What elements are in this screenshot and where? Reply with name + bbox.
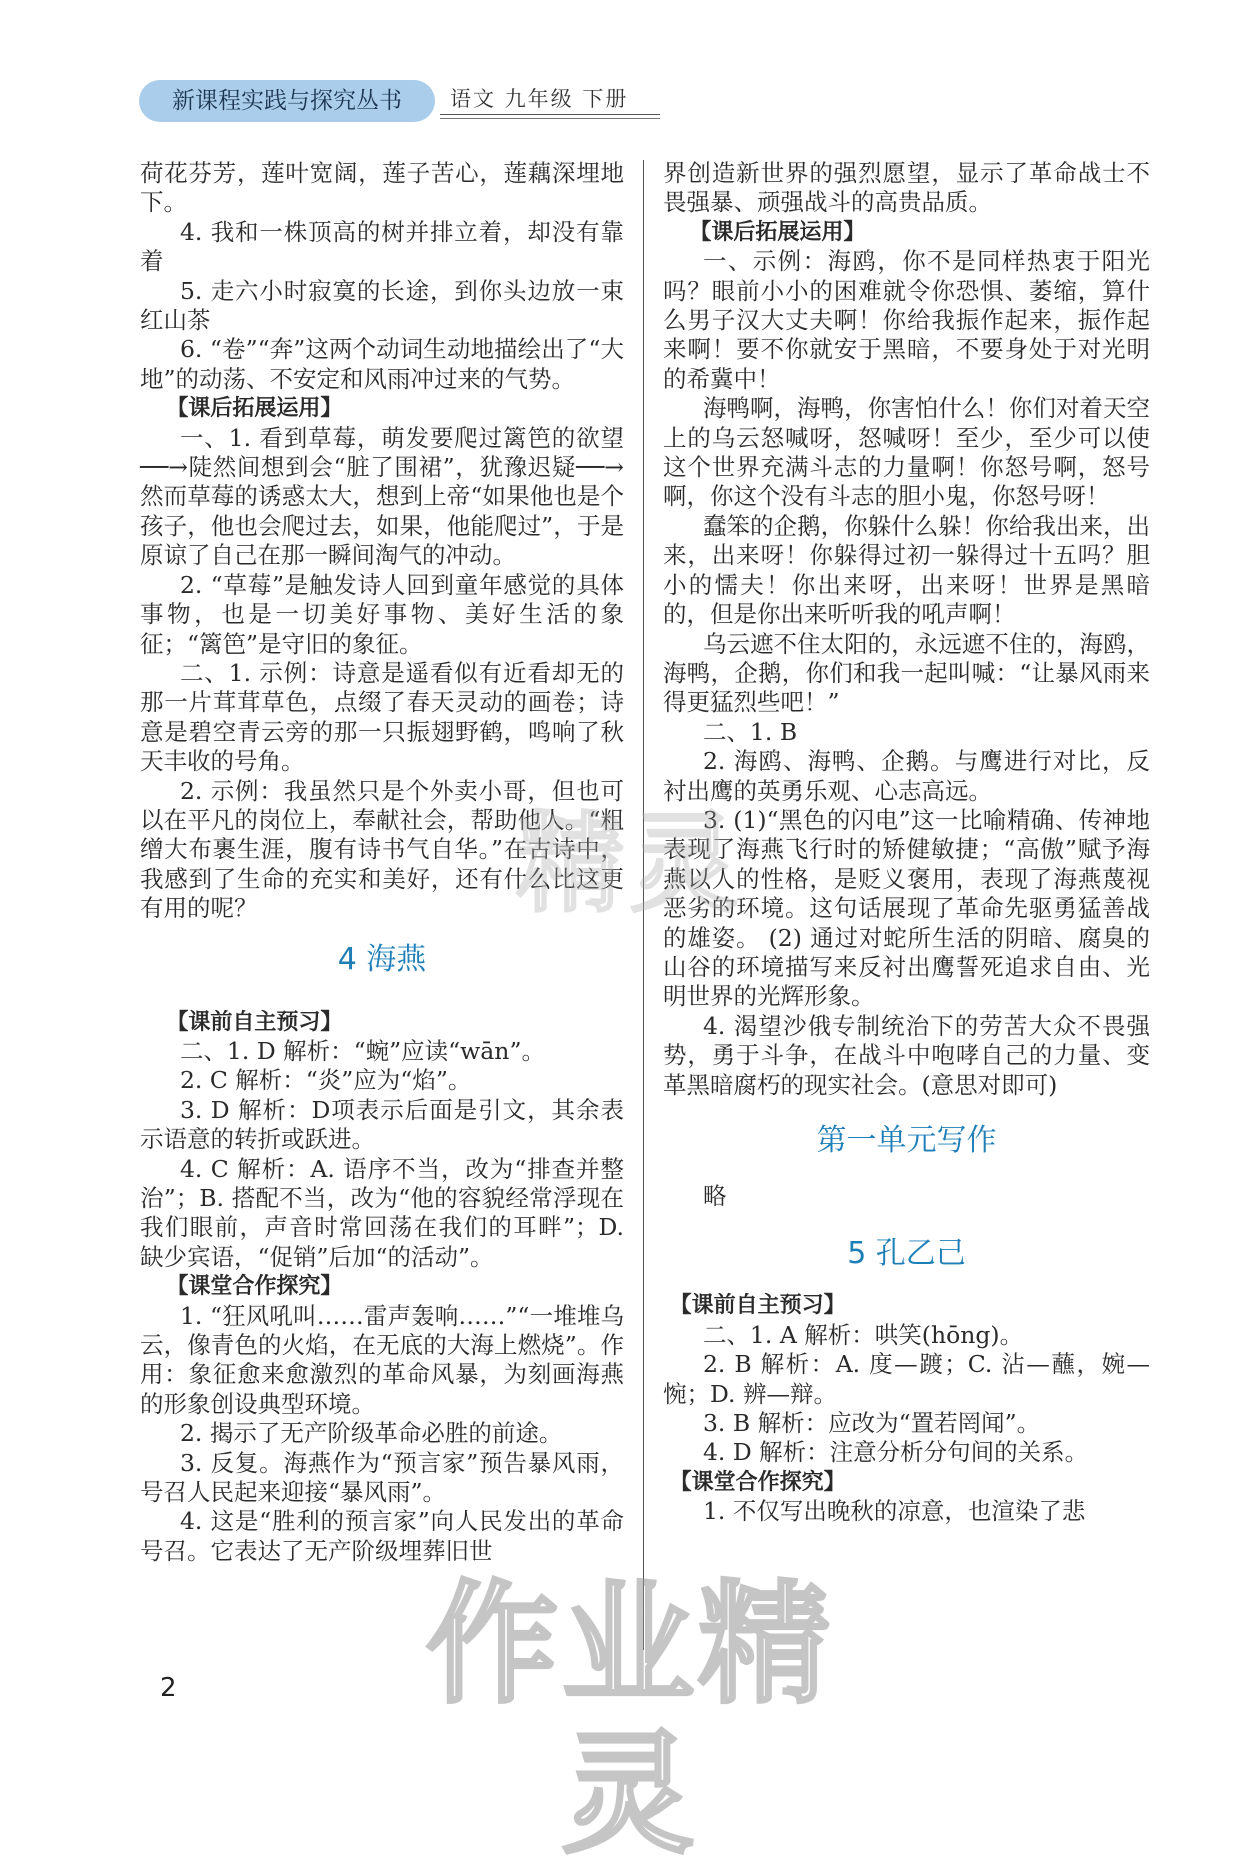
answer-paragraph: 一、1. 看到草莓，萌发要爬过篱笆的欲望──→陡然间想到会“脏了围裙”，犹豫迟疑──→然而草莓的诱惑太大，想到上帝“如果他也是个孩子，他也会爬过去，如果，他能爬过”，于是原谅了自己在那一瞬间淘气的冲动。 xyxy=(140,423,624,570)
answer-paragraph: 3. B 解析：应改为“置若罔闻”。 xyxy=(702,1409,1041,1438)
answer-paragraph: 3. 反复。海燕作为“预言家”预告暴风雨，号召人民起来迎接“暴风雨”。 xyxy=(140,1448,624,1507)
answer-paragraph: 5. 走六小时寂寞的长途，到你头边放一束红山茶 xyxy=(140,276,624,335)
answer-paragraph: 4. 我和一株顶高的树并排立着，却没有靠着 xyxy=(140,217,624,276)
answer-paragraph: 4. 这是“胜利的预言家”向人民发出的革命号召。它表达了无产阶级埋葬旧世 xyxy=(140,1507,624,1565)
answer-paragraph: 6. “卷”“奔”这两个动词生动地描绘出了“大地”的动荡、不安定和风雨冲过来的气势。 xyxy=(140,335,624,393)
answer-paragraph: 2. 海鸥、海鸭、企鹅。与鹰进行对比，反衬出鹰的英勇乐观、心志高远。 xyxy=(663,747,1150,805)
answer-paragraph: 界创造新世界的强烈愿望，显示了革命战士不畏强暴、顽强战斗的高贵品质。 xyxy=(663,159,1150,217)
answer-paragraph: 蠢笨的企鹅，你躲什么躲！你给我出来，出来，出来呀！你躲得过初一躲得过十五吗？胆小的懦夫！你出来呀，出来呀！世界是黑暗的，但是你出来听听我的吼声啊！ xyxy=(663,511,1150,629)
lesson-title: 4 海燕 xyxy=(337,941,427,977)
answer-paragraph: 一、示例：海鸥，你不是同样热衷于阳光吗？眼前小小的困难就令你恐惧、萎缩，算什么男子汉大丈夫啊！你给我振作起来，振作起来啊！要不你就安于黑暗，不要身处于对光明的希冀中！ xyxy=(663,247,1150,393)
section-heading: 【课堂合作探究】 xyxy=(669,1469,846,1495)
answer-paragraph: 略 xyxy=(702,1182,727,1210)
lesson-title: 5 孔乙己 xyxy=(847,1236,966,1272)
header-rule xyxy=(440,114,660,115)
answer-paragraph: 3. D 解析：D项表示后面是引文，其余表示语意的转折或跃进。 xyxy=(140,1095,624,1154)
header-rule-lower xyxy=(440,118,660,119)
answer-paragraph: 4. D 解析：注意分析分句间的关系。 xyxy=(702,1438,1089,1467)
answer-paragraph: 1. “狂风吼叫……雷声轰响……”“一堆堆乌云，像青色的火焰，在无底的大海上燃烧”。作用：象征愈来愈激烈的革命风暴，为刻画海燕的形象创设典型环境。 xyxy=(140,1301,624,1418)
answer-paragraph: 4. 渴望沙俄专制统治下的劳苦大众不畏强势，勇于斗争，在战斗中咆哮自己的力量、变革黑暗腐朽的现实社会。(意思对即可) xyxy=(663,1011,1150,1099)
unit-writing-title: 第一单元写作 xyxy=(816,1123,997,1158)
answer-paragraph: 二、1. A 解析：哄笑(hōng)。 xyxy=(702,1320,1024,1349)
section-heading: 【课堂合作探究】 xyxy=(166,1274,343,1300)
watermark-logo: 作业精灵 xyxy=(426,1568,834,1872)
answer-paragraph: 2. B 解析：A. 度—踱；C. 沾—蘸，婉—惋；D. 辨—辩。 xyxy=(663,1350,1150,1408)
answer-paragraph: 二、1. 示例：诗意是遥看似有近看却无的那一片茸茸草色，点缀了春天灵动的画卷；诗意是碧空青云旁的那一只振翅野鹤，鸣响了秋天丰收的号角。 xyxy=(140,658,624,776)
page-number: 2 xyxy=(160,1673,177,1703)
answer-paragraph: 乌云遮不住太阳的，永远遮不住的，海鸥，海鸭，企鹅，你们和我一起叫喊：“让暴风雨来得更猛烈些吧！” xyxy=(663,629,1150,717)
section-heading: 【课后拓展运用】 xyxy=(689,219,866,245)
answer-paragraph: 2. C 解析：“炎”应为“焰”。 xyxy=(179,1066,472,1095)
answer-paragraph: 3. (1)“黑色的闪电”这一比喻精确、传神地表现了海燕飞行时的矫健敏捷；“高傲”赋予海燕以人的性格，是贬义褒用，表现了海燕蔑视恶劣的环境。这句话展现了革命先驱勇猛善战的雄姿。 (2) 通过对蛇所生活的阴暗、腐臭的山谷的环境描写来反衬出鹰誓死追求自由、光明世界的光辉形象。 xyxy=(663,805,1150,1011)
answer-paragraph: 1. 不仅写出晚秋的凉意，也渲染了悲 xyxy=(702,1497,1086,1526)
answer-paragraph: 二、1. B xyxy=(702,717,798,746)
answer-paragraph: 二、1. D 解析：“蜿”应读“wān”。 xyxy=(179,1036,545,1065)
section-heading: 【课前自主预习】 xyxy=(166,1009,343,1035)
answer-paragraph: 2. 示例：我虽然只是个外卖小哥，但也可以在平凡的岗位上，奉献社会，帮助他人。“粗缯大布裹生涯，腹有诗书气自华。”在古诗中，我感到了生命的充实和美好，还有什么比这更有用的呢？ xyxy=(140,776,624,923)
subject-grade-label: 语文 九年级 下册 xyxy=(450,87,629,111)
answer-paragraph: 荷花芬芳，莲叶宽阔，莲子苦心，莲藕深埋地下。 xyxy=(140,159,624,217)
answer-paragraph: 海鸭啊，海鸭，你害怕什么！你们对着天空上的乌云怒喊呀，怒喊呀！至少，至少可以使这个世界充满斗志的力量啊！你怒号啊，怒号啊，你这个没有斗志的胆小鬼，你怒号呀！ xyxy=(663,394,1150,511)
series-title-badge: 新课程实践与探究丛书 xyxy=(139,80,435,122)
section-heading: 【课后拓展运用】 xyxy=(166,396,343,422)
watermark-logo-faint: 精灵 xyxy=(515,802,744,927)
answer-paragraph: 2. 揭示了无产阶级革命必胜的前途。 xyxy=(179,1419,563,1448)
section-heading: 【课前自主预习】 xyxy=(669,1293,846,1319)
answer-paragraph: 2. “草莓”是触发诗人回到童年感觉的具体事物，也是一切美好事物、美好生活的象征；“篱笆”是守旧的象征。 xyxy=(140,570,624,658)
answer-paragraph: 4. C 解析：A. 语序不当，改为“排查并整治”；B. 搭配不当，改为“他的容貌经常浮现在我们眼前，声音时常回荡在我们的耳畔”；D. 缺少宾语，“促销”后加“的活动”。 xyxy=(140,1154,624,1271)
